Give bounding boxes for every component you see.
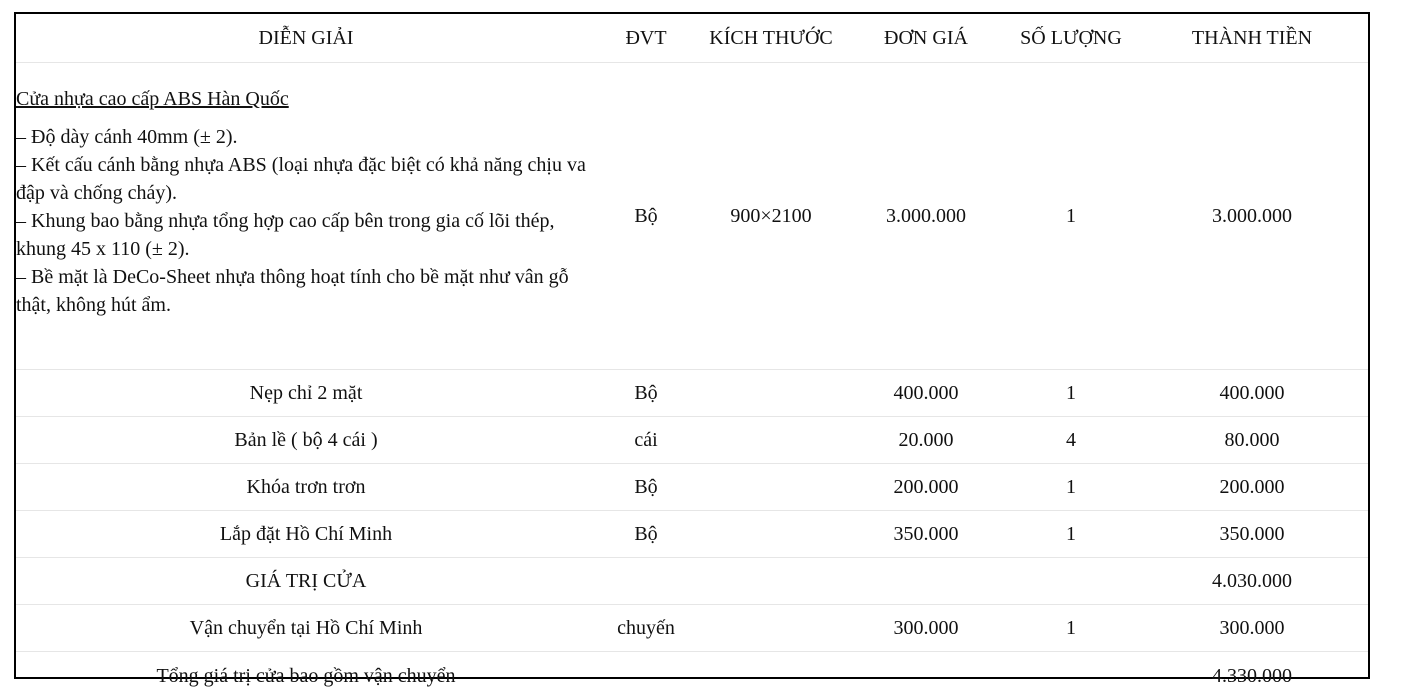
row-unit: Bộ bbox=[596, 511, 696, 558]
row-qty bbox=[1006, 558, 1136, 605]
row-price: 200.000 bbox=[846, 464, 1006, 511]
main-item-line: – Khung bao bằng nhựa tổng hợp cao cấp bên trong gia cố lõi thép, khung 45 x 110 (± 2). bbox=[16, 207, 596, 263]
header-qty: SỐ LƯỢNG bbox=[1006, 14, 1136, 63]
subtotal-value: 4.030.000 bbox=[1136, 558, 1368, 605]
row-desc: Bản lề ( bộ 4 cái ) bbox=[16, 417, 596, 464]
row-unit bbox=[596, 652, 696, 700]
row-qty: 1 bbox=[1006, 370, 1136, 417]
quote-table bbox=[16, 14, 1368, 700]
table-row bbox=[16, 511, 1368, 558]
row-unit: Bộ bbox=[596, 464, 696, 511]
header-desc: DIỄN GIẢI bbox=[16, 14, 596, 63]
row-size bbox=[696, 652, 846, 700]
table-row bbox=[16, 464, 1368, 511]
subtotal-label: GIÁ TRỊ CỬA bbox=[16, 558, 596, 605]
row-price: 300.000 bbox=[846, 605, 1006, 652]
table-row bbox=[16, 370, 1368, 417]
row-qty bbox=[1006, 652, 1136, 700]
main-item-unit: Bộ bbox=[596, 63, 696, 370]
table-row-main-item bbox=[16, 63, 1368, 370]
header-total: THÀNH TIỀN bbox=[1136, 14, 1368, 63]
main-item-description bbox=[16, 63, 596, 370]
row-desc: Khóa trơn trơn bbox=[16, 464, 596, 511]
row-price: 400.000 bbox=[846, 370, 1006, 417]
row-size bbox=[696, 558, 846, 605]
header-price: ĐƠN GIÁ bbox=[846, 14, 1006, 63]
row-desc: Lắp đặt Hồ Chí Minh bbox=[16, 511, 596, 558]
row-size bbox=[696, 464, 846, 511]
main-item-qty: 1 bbox=[1006, 63, 1136, 370]
row-unit: chuyến bbox=[596, 605, 696, 652]
main-item-title: Cửa nhựa cao cấp ABS Hàn Quốc bbox=[16, 85, 596, 113]
row-desc: Nẹp chỉ 2 mặt bbox=[16, 370, 596, 417]
row-total: 400.000 bbox=[1136, 370, 1368, 417]
row-qty: 1 bbox=[1006, 511, 1136, 558]
quote-table-frame bbox=[14, 12, 1370, 679]
table-row bbox=[16, 605, 1368, 652]
main-item-line: – Độ dày cánh 40mm (± 2). bbox=[16, 123, 596, 151]
main-item-size: 900×2100 bbox=[696, 63, 846, 370]
row-total: 80.000 bbox=[1136, 417, 1368, 464]
row-total: 200.000 bbox=[1136, 464, 1368, 511]
row-size bbox=[696, 417, 846, 464]
row-total: 300.000 bbox=[1136, 605, 1368, 652]
header-row bbox=[16, 14, 1368, 63]
row-qty: 4 bbox=[1006, 417, 1136, 464]
row-size bbox=[696, 370, 846, 417]
row-unit bbox=[596, 558, 696, 605]
row-qty: 1 bbox=[1006, 605, 1136, 652]
table-row-grand-total bbox=[16, 652, 1368, 700]
header-size: KÍCH THƯỚC bbox=[696, 14, 846, 63]
row-price bbox=[846, 652, 1006, 700]
row-price: 350.000 bbox=[846, 511, 1006, 558]
row-size bbox=[696, 605, 846, 652]
grand-total-label: Tổng giá trị cửa bao gồm vận chuyển bbox=[16, 652, 596, 700]
row-desc: Vận chuyển tại Hồ Chí Minh bbox=[16, 605, 596, 652]
grand-total-value: 4.330.000 bbox=[1136, 652, 1368, 700]
table-row bbox=[16, 417, 1368, 464]
row-size bbox=[696, 511, 846, 558]
main-item-line: – Bề mặt là DeCo-Sheet nhựa thông hoạt tính cho bề mặt như vân gỗ thật, không hút ẩm. bbox=[16, 263, 596, 319]
header-unit: ĐVT bbox=[596, 14, 696, 63]
table-row-subtotal bbox=[16, 558, 1368, 605]
main-item-total: 3.000.000 bbox=[1136, 63, 1368, 370]
row-qty: 1 bbox=[1006, 464, 1136, 511]
main-item-line: – Kết cấu cánh bằng nhựa ABS (loại nhựa đặc biệt có khả năng chịu va đập và chống cháy). bbox=[16, 151, 596, 207]
row-unit: cái bbox=[596, 417, 696, 464]
row-price: 20.000 bbox=[846, 417, 1006, 464]
row-total: 350.000 bbox=[1136, 511, 1368, 558]
row-unit: Bộ bbox=[596, 370, 696, 417]
row-price bbox=[846, 558, 1006, 605]
main-item-price: 3.000.000 bbox=[846, 63, 1006, 370]
